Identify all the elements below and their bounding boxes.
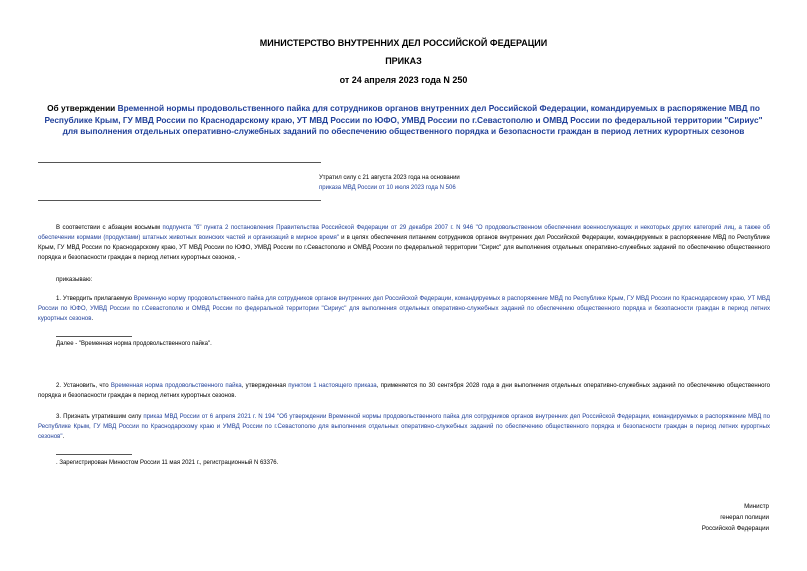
item-2-link-1[interactable]: Временная норма продовольственного пайка bbox=[110, 382, 242, 389]
item-3-paragraph bbox=[38, 412, 770, 442]
item-2-text-3: , применяется по 30 сентября 2028 года в дни выполнения отдельных оперативно-служебных заданий по обеспечению общественного порядка и безопасности граждан в период летних курортных сезонов. bbox=[38, 382, 771, 399]
divider-bottom bbox=[38, 200, 321, 201]
divider-top bbox=[38, 162, 321, 163]
signature-line-1: Министр bbox=[744, 503, 769, 510]
order-word: приказываю: bbox=[56, 276, 93, 283]
document-date: от 24 апреля 2023 года N 250 bbox=[339, 75, 468, 85]
footnote-divider-1 bbox=[56, 336, 132, 337]
expiry-note-link[interactable]: приказа МВД России от 10 июля 2023 года N 506 bbox=[319, 185, 456, 191]
document-type: ПРИКАЗ bbox=[385, 56, 422, 66]
preamble-text-1: В соответствии с абзацем восьмым bbox=[56, 224, 163, 231]
item-2-text-2: , утвержденная bbox=[241, 382, 289, 389]
item-1-text-1: 1. Утвердить прилагаемую bbox=[56, 295, 134, 302]
document-title bbox=[36, 103, 771, 138]
preamble-link[interactable]: подпункта "б" пункта 2 постановления Правительства Российской Федерации от 29 декабря 2007 г. N 946 "О продовольственном обеспечении военнослужащих и некоторых других категорий лиц, а также об обеспечении кормами (продуктами) штатных животных воинских частей и организаций в мирное время" bbox=[38, 224, 770, 241]
item-3-text-2: . bbox=[62, 433, 65, 440]
item-1-text-2: . bbox=[91, 315, 94, 322]
item-3-footnote: . Зарегистрирован Минюстом России 11 мая 2021 г., регистрационный N 63376. bbox=[56, 460, 279, 466]
expiry-note-line1: Утратил силу с 21 августа 2023 года на основании bbox=[319, 175, 460, 181]
footnote-divider-2 bbox=[56, 454, 132, 455]
title-link[interactable]: Временной нормы продовольственного пайка для сотрудников органов внутренних дел Российской Федерации, командируемых в распоряжение МВД по Республике Крым, ГУ МВД России по Краснодарскому краю, УТ МВД России по ЮФО, УМВД России по г.Севастополю и ОМВД России по федеральной территории "Сириус" для выполнения отдельных оперативно-служебных заданий по обеспечению общественного порядка и безопасности граждан в период летних курортных сезонов bbox=[44, 103, 763, 136]
preamble-text-2: и в целях обеспечения питанием сотрудников органов внутренних дел Российской Федерации, командируемых в распоряжение МВД по Республике Крым, ГУ МВД России по Краснодарскому краю, УТ МВД России по ЮФО, УМВД России по г.Севастополю и ОМВД России по федеральной территории "Сирис" для выполнения отдельных оперативно-служебных заданий по обеспечению общественного порядка и безопасности граждан в период летних курортных сезонов, - bbox=[38, 234, 770, 261]
signature-line-3: Российской Федерации bbox=[701, 525, 769, 532]
title-prefix: Об утверждении bbox=[47, 103, 118, 113]
item-2-text-1: 2. Установить, что bbox=[56, 382, 111, 389]
signature-block bbox=[702, 501, 769, 534]
signature-line-2: генерал полиции bbox=[720, 514, 769, 521]
item-3-text-1: 3. Признать утратившим силу bbox=[56, 413, 144, 420]
item-1-link[interactable]: Временную норму продовольственного пайка для сотрудников органов внутренних дел Российской Федерации, командируемых в распоряжение МВД по Республике Крым, ГУ МВД России по Краснодарскому краю, УТ МВД России по ЮФО, УМВД России по г.Севастополю и ОМВД России по федеральной территории "Сириус" для выполнения отдельных оперативно-служебных заданий по обеспечению общественного порядка и безопасности граждан в период летних курортных сезонов bbox=[38, 295, 770, 322]
item-1-paragraph bbox=[38, 294, 770, 324]
item-2-paragraph bbox=[38, 381, 770, 401]
item-1-footnote: Далее - "Временная норма продовольственного пайка". bbox=[56, 341, 212, 347]
preamble-paragraph bbox=[38, 223, 770, 263]
ministry-heading: МИНИСТЕРСТВО ВНУТРЕННИХ ДЕЛ РОССИЙСКОЙ ФЕДЕРАЦИИ bbox=[259, 38, 548, 48]
item-2-link-2[interactable]: пунктом 1 настоящего приказа bbox=[288, 382, 377, 389]
item-3-link[interactable]: приказ МВД России от 6 апреля 2021 г. N 194 "Об утверждении Временной нормы продовольственного пайка для сотрудников органов внутренних дел Российской Федерации, командируемых в распоряжение МВД по Республике Крым, ГУ МВД России по Краснодарскому краю и УМВД России по г.Севастополю для выполнения отдельных оперативно-служебных заданий по обеспечению общественного порядка и безопасности граждан в период летних курортных сезонов" bbox=[38, 413, 771, 440]
